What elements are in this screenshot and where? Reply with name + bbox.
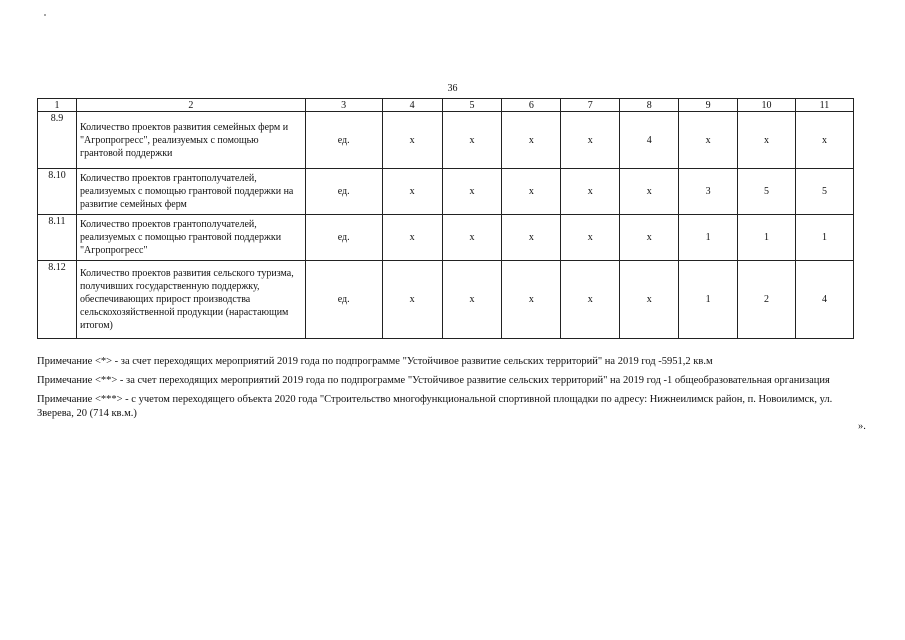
value-cell: х xyxy=(442,215,502,261)
value-cell: 1 xyxy=(679,261,738,339)
value-cell: 5 xyxy=(738,169,796,215)
value-cell: 4 xyxy=(620,112,679,169)
indicators-table xyxy=(37,98,854,339)
table-header-row xyxy=(38,99,854,112)
value-cell: х xyxy=(561,261,620,339)
value-cell: х xyxy=(620,215,679,261)
value-cell: х xyxy=(442,112,502,169)
value-cell: х xyxy=(738,112,796,169)
row-number: 8.11 xyxy=(38,215,77,261)
unit-cell: ед. xyxy=(305,261,382,339)
column-number: 9 xyxy=(679,99,738,112)
unit-cell: ед. xyxy=(305,169,382,215)
value-cell: 1 xyxy=(738,215,796,261)
value-cell: х xyxy=(442,261,502,339)
value-cell: х xyxy=(382,169,442,215)
column-number: 2 xyxy=(76,99,305,112)
column-number: 1 xyxy=(38,99,77,112)
value-cell: х xyxy=(561,169,620,215)
value-cell: х xyxy=(561,112,620,169)
value-cell: 4 xyxy=(795,261,853,339)
row-number: 8.9 xyxy=(38,112,77,169)
value-cell: х xyxy=(795,112,853,169)
value-cell: х xyxy=(502,169,561,215)
page-number: 36 xyxy=(447,83,458,94)
value-cell: х xyxy=(502,215,561,261)
indicator-name: Количество проектов грантополучателей, реализуемых с помощью грантовой поддержки на развитие семейных ферм xyxy=(76,169,305,215)
value-cell: х xyxy=(502,112,561,169)
indicator-name: Количество проектов развития сельского туризма, получивших государственную поддержку, обеспечивающих прирост производства сельскохозяйственной продукции (нарастающим итогом) xyxy=(76,261,305,339)
value-cell: х xyxy=(620,169,679,215)
value-cell: 2 xyxy=(738,261,796,339)
table-row xyxy=(38,215,854,261)
column-number: 8 xyxy=(620,99,679,112)
note-3: Примечание <***> - с учетом переходящего объекта 2020 года "Строительство многофункциональной спортивной площадки по адресу: Нижнеилимск район, п. Новоилимск, ул. Зверева, 20 (714 кв.м.) xyxy=(37,394,833,419)
note-2: Примечание <**> - за счет переходящих мероприятий 2019 года по подпрограмме "Устойчивое развитие сельских территорий" на 2019 год -1 общеобразовательная организация xyxy=(37,375,830,386)
value-cell: х xyxy=(382,215,442,261)
column-number: 4 xyxy=(382,99,442,112)
scan-speck xyxy=(44,14,46,16)
column-number: 7 xyxy=(561,99,620,112)
table-row xyxy=(38,112,854,169)
notes-section xyxy=(37,355,867,426)
row-number: 8.12 xyxy=(38,261,77,339)
value-cell: х xyxy=(382,112,442,169)
column-number: 3 xyxy=(305,99,382,112)
value-cell: 1 xyxy=(795,215,853,261)
value-cell: 3 xyxy=(679,169,738,215)
column-number: 6 xyxy=(502,99,561,112)
unit-cell: ед. xyxy=(305,215,382,261)
column-number: 11 xyxy=(795,99,853,112)
value-cell: х xyxy=(502,261,561,339)
value-cell: 5 xyxy=(795,169,853,215)
indicator-name: Количество проектов грантополучателей, реализуемых с помощью грантовой поддержки "Агропрогресс" xyxy=(76,215,305,261)
table-row xyxy=(38,169,854,215)
closing-quote: ». xyxy=(858,421,866,432)
row-number: 8.10 xyxy=(38,169,77,215)
value-cell: х xyxy=(561,215,620,261)
value-cell: х xyxy=(442,169,502,215)
value-cell: х xyxy=(382,261,442,339)
table-row xyxy=(38,261,854,339)
value-cell: х xyxy=(679,112,738,169)
note-1: Примечание <*> - за счет переходящих мероприятий 2019 года по подпрограмме "Устойчивое развитие сельских территорий" на 2019 год -5951,2 кв.м xyxy=(37,356,713,367)
column-number: 5 xyxy=(442,99,502,112)
unit-cell: ед. xyxy=(305,112,382,169)
column-number: 10 xyxy=(738,99,796,112)
indicator-name: Количество проектов развития семейных ферм и "Агропрогресс", реализуемых с помощью грантовой поддержки xyxy=(76,112,305,169)
value-cell: х xyxy=(620,261,679,339)
value-cell: 1 xyxy=(679,215,738,261)
